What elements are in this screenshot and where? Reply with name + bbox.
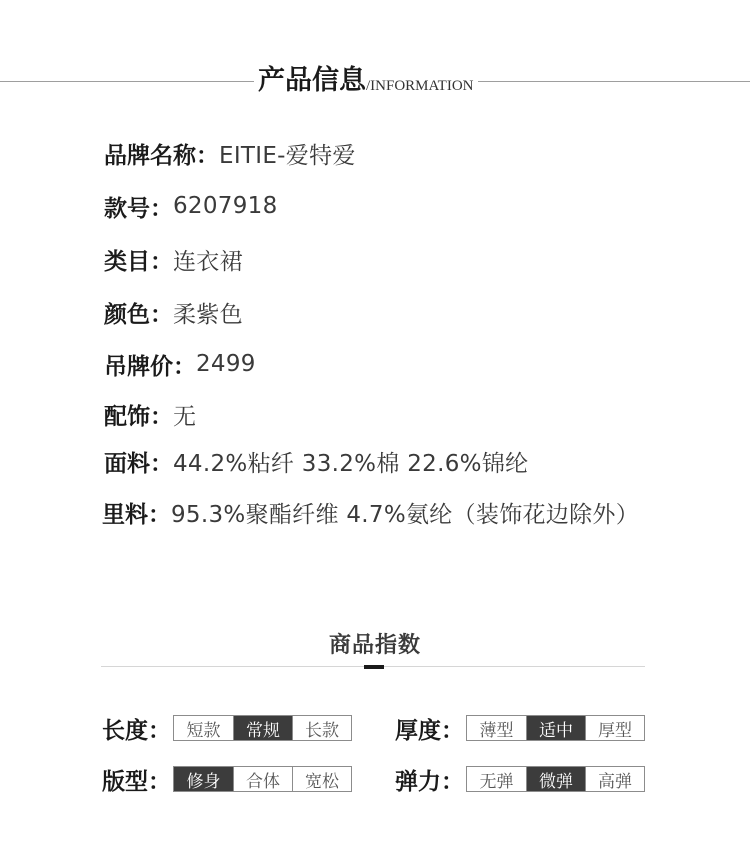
info-value: 无 (173, 403, 197, 430)
elasticity-options (466, 766, 645, 792)
fit-option-fitted[interactable]: 合体 (233, 767, 292, 791)
info-label: 面料： (104, 450, 173, 477)
header-title-cn: 产品信息 (258, 65, 366, 96)
info-value: 2499 (196, 351, 256, 377)
thickness-options (466, 715, 645, 741)
info-label: 款号： (104, 195, 173, 222)
info-row-fabric (104, 444, 528, 478)
length-option-long[interactable]: 长款 (292, 716, 351, 740)
thickness-option-thick[interactable]: 厚型 (585, 716, 644, 740)
info-value: 95.3%聚酯纤维 4.7%氨纶（装饰花边除外） (171, 501, 640, 528)
length-options (173, 715, 352, 741)
info-row-category (104, 242, 243, 276)
thickness-option-thin[interactable]: 薄型 (479, 720, 514, 741)
info-label: 品牌名称： (104, 142, 219, 169)
info-row-accessories (104, 397, 196, 431)
fit-option-slim[interactable]: 修身 (174, 767, 233, 791)
index-section-title: 商品指数 (328, 633, 421, 658)
length-option-short[interactable]: 短款 (186, 720, 221, 741)
elasticity-option-slight[interactable]: 微弹 (526, 767, 585, 791)
section-header (254, 56, 478, 100)
info-label: 里料： (102, 501, 171, 528)
header-title-en: /INFORMATION (366, 78, 474, 94)
length-label: 长度： (102, 717, 171, 744)
elasticity-label: 弹力： (395, 768, 464, 795)
fit-option-loose[interactable]: 宽松 (292, 767, 351, 791)
info-value: 44.2%粘纤 33.2%棉 22.6%锦纶 (173, 450, 529, 477)
info-row-style-number (104, 189, 278, 223)
index-divider-marker (364, 665, 384, 669)
thickness-label: 厚度： (395, 717, 464, 744)
info-label: 吊牌价： (104, 353, 196, 380)
thickness-option-medium[interactable]: 适中 (526, 716, 585, 740)
info-value: EITIE-爱特爱 (219, 142, 356, 169)
fit-options (173, 766, 352, 792)
info-value: 柔紫色 (173, 301, 243, 328)
fit-label: 版型： (102, 768, 171, 795)
info-label: 类目： (104, 248, 173, 275)
info-value: 6207918 (173, 193, 278, 219)
info-row-brand (104, 136, 356, 170)
length-option-regular[interactable]: 常规 (233, 716, 292, 740)
elasticity-option-high[interactable]: 高弹 (585, 767, 644, 791)
info-row-color (104, 295, 243, 329)
elasticity-option-none[interactable]: 无弹 (479, 771, 514, 792)
info-row-lining (102, 495, 639, 529)
info-label: 颜色： (104, 301, 173, 328)
info-row-price (104, 347, 256, 381)
info-value: 连衣裙 (173, 248, 243, 275)
info-label: 配饰： (104, 403, 173, 430)
